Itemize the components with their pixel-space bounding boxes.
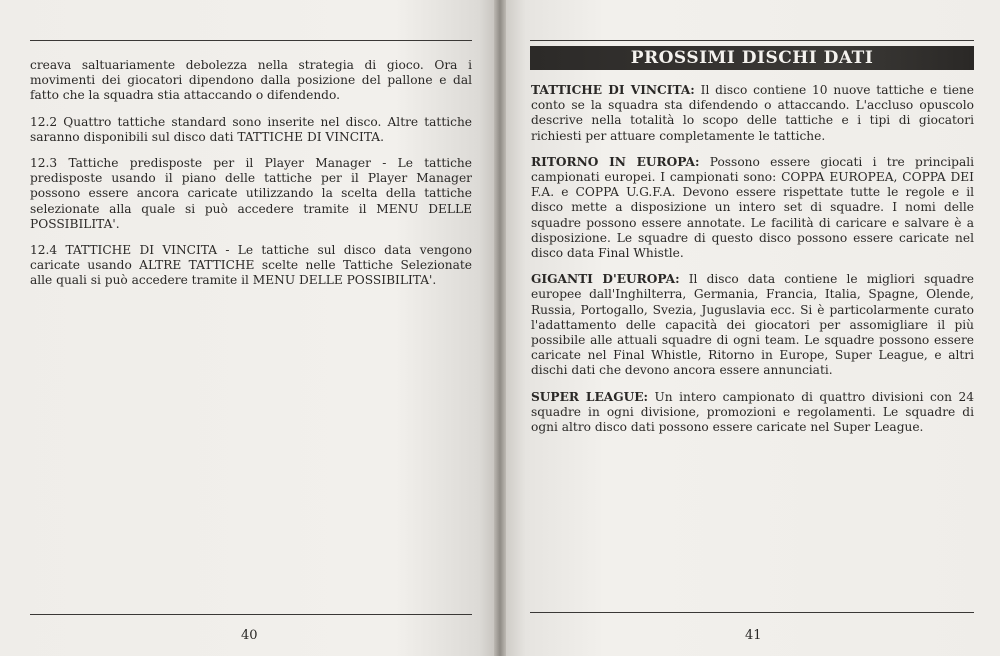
section-heading: RITORNO IN EUROPA: — [531, 154, 700, 169]
left-bottom-rule — [30, 614, 472, 615]
left-page-content — [30, 58, 472, 300]
right-bottom-rule — [530, 612, 974, 613]
section-heading: SUPER LEAGUE: — [531, 389, 649, 404]
section-heading: GIGANTI D'EUROPA: — [531, 272, 680, 287]
book-gutter — [494, 0, 506, 656]
section-heading: TATTICHE DI VINCITA: — [531, 83, 695, 97]
section-giganti — [531, 272, 974, 378]
section-super-league — [531, 390, 974, 436]
section-text: Il disco data contiene le migliori squadre europee dall'Inghilterra, Germania, Francia, Italia, Spagne, Olende, Russia, Portogallo, Svezia, Juguslavia ecc. Si è particolarmente curato l'adattamento delle capacità dei giocatori per assomigliare il più possibile alle attuali squadre di ogni team. Le squadre possono essere caricate nel Final Whistle, Ritorno in Europe, Super League, e altri dischi dati che devono ancora essere annunciati. — [531, 272, 974, 378]
right-page-number: 41 — [745, 628, 762, 643]
left-paragraph-1: creava saltuariamente debolezza nella strategia di gioco. Ora i movimenti dei giocatori dipendono dalla posizione del pallone e dal fatto che la squadra stia attaccando o difendendo. — [30, 58, 472, 103]
section-text: Il disco contiene 10 nuove tattiche e tiene conto se la squadra sta difendendo o attaccando. L'accluso opuscolo descrive nella totalità lo scopo delle tattiche e i tipi di giocatori richiesti per attuare completamente le tattiche. — [531, 83, 974, 143]
left-top-rule — [30, 40, 472, 41]
right-top-rule — [530, 40, 974, 41]
section-tattiche — [531, 83, 974, 144]
section-text: Possono essere giocati i tre principali campionati europei. I campionati sono: COPPA EUROPEA, COPPA DEI F.A. e COPPA U.G.F.A. Devono essere rispettate tutte le regole e il disco mette a disposizione un intero set di squadre. I nomi delle squadre possono essere annotate. Le facilità di caricare e salvare è a disposizione. Le squadre di questo disco possono essere caricate nel disco data Final Whistle. — [531, 154, 975, 261]
right-page-content — [531, 83, 974, 446]
section-text: Un intero campionato di quattro divisioni con 24 squadre in ogni divisione, promozioni e regolamenti. Le squadre di ogni altro disco dati possono essere caricate nel Super League. — [531, 389, 974, 435]
page-title: PROSSIMI DISCHI DATI — [530, 46, 974, 70]
left-paragraph-4: 12.4 TATTICHE DI VINCITA - Le tattiche sul disco data vengono caricate usando ALTRE TATTICHE scelte nelle Tattiche Selezionate alle quali si può accedere tramite il MENU DELLE POSSIBILITA'. — [30, 243, 472, 288]
section-ritorno — [531, 155, 974, 261]
left-paragraph-3: 12.3 Tattiche predisposte per il Player Manager - Le tattiche predisposte usando il piano delle tattiche per il Player Manager possono essere ancora caricate utilizzando la scelta della tattiche selezionate alla quale si può accedere tramite il MENU DELLE POSSIBILITA'. — [30, 156, 472, 231]
left-paragraph-2: 12.2 Quattro tattiche standard sono inserite nel disco. Altre tattiche saranno disponibili sul disco dati TATTICHE DI VINCITA. — [30, 114, 472, 144]
left-page-number: 40 — [241, 628, 258, 643]
